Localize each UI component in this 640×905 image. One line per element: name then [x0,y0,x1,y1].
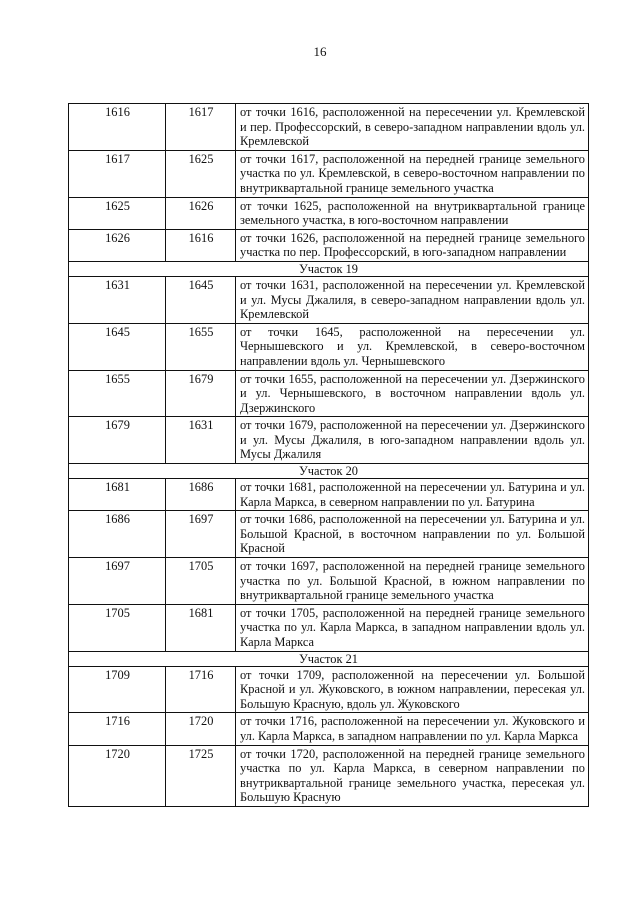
boundary-table [68,103,589,807]
table-row [69,511,589,558]
table-row [69,150,589,197]
table-row [69,370,589,417]
from-point-cell: 1655 [69,370,166,417]
to-point-cell: 1617 [166,104,236,151]
section-header-row [69,651,589,666]
table-row [69,417,589,464]
table-row [69,197,589,229]
section-header-row [69,261,589,276]
from-point-cell: 1720 [69,745,166,806]
from-point-cell: 1616 [69,104,166,151]
to-point-cell: 1716 [166,666,236,713]
from-point-cell: 1679 [69,417,166,464]
description-cell: от точки 1616, расположенной на пересечении ул. Кремлевской и пер. Профессорский, в северо-западном направлении вдоль ул. Кремлевской [236,104,589,151]
to-point-cell: 1679 [166,370,236,417]
description-cell: от точки 1720, расположенной на передней границе земельного участка по ул. Карла Маркса, в северном направлении по внутриквартальной границе земельного участка, пересекая ул. Большую Красную [236,745,589,806]
to-point-cell: 1720 [166,713,236,745]
table-row [69,604,589,651]
description-cell: от точки 1679, расположенной на пересечении ул. Дзержинского и ул. Мусы Джалиля, в юго-западном направлении вдоль ул. Мусы Джалиля [236,417,589,464]
section-title: Участок 20 [69,464,589,479]
description-cell: от точки 1645, расположенной на пересечении ул. Чернышевского и ул. Кремлевской, в северо-восточном направлении вдоль ул. Чернышевского [236,323,589,370]
table-row [69,745,589,806]
description-cell: от точки 1655, расположенной на пересечении ул. Дзержинского и ул. Чернышевского, в восточном направлении вдоль ул. Дзержинского [236,370,589,417]
from-point-cell: 1626 [69,229,166,261]
to-point-cell: 1686 [166,479,236,511]
from-point-cell: 1705 [69,604,166,651]
to-point-cell: 1705 [166,558,236,605]
description-cell: от точки 1705, расположенной на передней границе земельного участка по ул. Карла Маркса, в западном направлении вдоль ул. Карла Маркса [236,604,589,651]
table-row [69,323,589,370]
description-cell: от точки 1631, расположенной на пересечении ул. Кремлевской и ул. Мусы Джалиля, в северо-западном направлении вдоль ул. Кремлевской [236,276,589,323]
from-point-cell: 1681 [69,479,166,511]
table-row [69,713,589,745]
section-title: Участок 21 [69,651,589,666]
table-row [69,666,589,713]
from-point-cell: 1625 [69,197,166,229]
section-header-row [69,464,589,479]
description-cell: от точки 1716, расположенной на пересечении ул. Жуковского и ул. Карла Маркса, в западном направлении по ул. Карла Маркса [236,713,589,745]
to-point-cell: 1626 [166,197,236,229]
from-point-cell: 1631 [69,276,166,323]
table-row [69,276,589,323]
description-cell: от точки 1625, расположенной на внутриквартальной границе земельного участка, в юго-восточном направлении [236,197,589,229]
table-body [69,104,589,807]
to-point-cell: 1681 [166,604,236,651]
description-cell: от точки 1709, расположенной на пересечении ул. Большой Красной и ул. Жуковского, в южном направлении, пересекая ул. Большую Красную, вдоль ул. Жуковского [236,666,589,713]
description-cell: от точки 1697, расположенной на передней границе земельного участка по ул. Большой Красной, в южном направлении по внутриквартальной границе земельного участка [236,558,589,605]
from-point-cell: 1686 [69,511,166,558]
table-row [69,229,589,261]
from-point-cell: 1716 [69,713,166,745]
page-number: 16 [313,44,327,59]
to-point-cell: 1697 [166,511,236,558]
description-cell: от точки 1681, расположенной на пересечении ул. Батурина и ул. Карла Маркса, в северном направлении по ул. Батурина [236,479,589,511]
from-point-cell: 1709 [69,666,166,713]
to-point-cell: 1616 [166,229,236,261]
to-point-cell: 1645 [166,276,236,323]
description-cell: от точки 1617, расположенной на передней границе земельного участка по ул. Кремлевской, в северо-восточном направлении по внутриквартальной границе земельного участка [236,150,589,197]
to-point-cell: 1725 [166,745,236,806]
description-cell: от точки 1686, расположенной на пересечении ул. Батурина и ул. Большой Красной, в восточном направлении по ул. Большой Красной [236,511,589,558]
to-point-cell: 1625 [166,150,236,197]
from-point-cell: 1617 [69,150,166,197]
table-row [69,558,589,605]
section-title: Участок 19 [69,261,589,276]
to-point-cell: 1631 [166,417,236,464]
to-point-cell: 1655 [166,323,236,370]
from-point-cell: 1645 [69,323,166,370]
from-point-cell: 1697 [69,558,166,605]
table-row [69,104,589,151]
description-cell: от точки 1626, расположенной на передней границе земельного участка по пер. Профессорский, в юго-западном направлении [236,229,589,261]
table-row [69,479,589,511]
